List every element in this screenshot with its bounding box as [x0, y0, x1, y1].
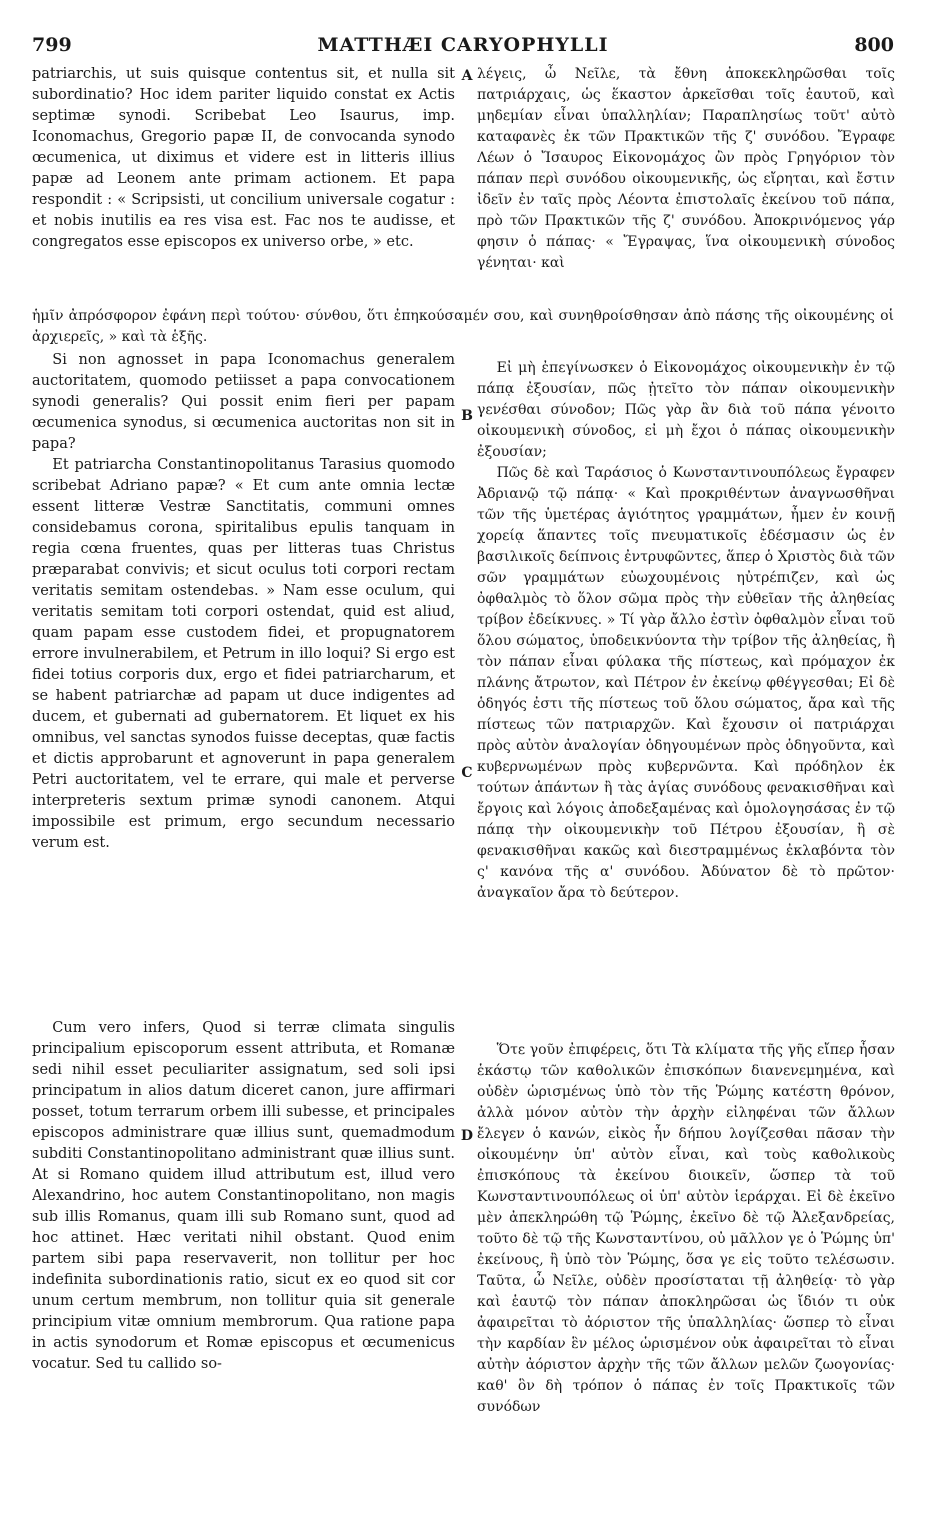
page-number-left: 799 — [32, 34, 72, 56]
page-number-right: 800 — [854, 34, 894, 56]
margin-letter-b: B — [461, 408, 473, 424]
latin-block-1 — [32, 64, 455, 314]
greek-paragraph-4: Ὅτε γοῦν ἐπιφέρεις, ὅτι Τὰ κλίματα τῆς γῆς εἴπερ ἦσαν ἑκάστῳ τῶν καθολικῶν ἐπισκόπων διανενεμημένα, καὶ οὐδὲν ὡρισμένως ὑπὸ τὸν τῆς Ῥώμης κατέστη θρόνον, ἀλλὰ μόνον αὐτὸν τὴν ἀρχὴν εἰληφέναι τῶν ἄλλων ἔλεγεν ὁ κανών, εἰκὸς ἦν δήπου λογίζεσθαι πᾶσαν τὴν οἰκουμένην ὑπ' αὐτὸν εἶναι, καὶ τοὺς καθολικοὺς ἐπισκόπους τὰ ἐκείνου διοικεῖν, ὥσπερ τὰ τοῦ Κωνσταντινουπόλεως οἱ ὑπ' αὐτὸν ἱεράρχαι. Εἰ δὲ ἐκεῖνο μὲν ἀπεκληρώθη τῷ Ῥώμης, ἐκεῖνο δὲ τῷ Ἀλεξανδρείας, τοῦτο δὲ τῷ τῆς Κωνσταντίνου, οὐ μᾶλλον γε ὁ Ῥώμης ὑπ' ἐκείνους, ἢ ὑπὸ τὸν Ῥώμης, ὅσα γε εἰς τοῦτο τελέσωσιν. Ταῦτα, ὦ Νεῖλε, οὐδὲν προσίσταται τῇ ἀληθείᾳ· τὸ γὰρ καὶ ἑαυτῷ τὸν πάπαν ἀποκληρῶσαι ὡς ἴδιόν τι οὐκ ἀφαιρεῖται τὸ ἀόριστον τῆς ὑπαλληλίας· ὥσπερ τὸ εἶναι τὴν καρδίαν ἓν μέλος ὡρισμένον οὐκ ἀφαιρεῖται τὸ εἶναι αὐτὴν ἀόριστον ἀρχὴν τῆς τῶν ἄλλων μελῶν ζωογονίας· καθ' ὃν δὴ τρόπον ὁ πάπας ἐν τοῖς Πρακτικοῖς τῶν συνόδων — [477, 1042, 895, 1415]
greek-block-2 — [477, 350, 895, 1038]
latin-paragraph-1: patriarchis, ut suis quisque contentus sit, et nulla sit subordinatio? Hoc idem pariter liquido constat ex Actis septimæ synodi. Scribebat Leo Isaurus, imp. Iconomachus, Gregorio papæ II, de convocanda synodo œcumenica, ut diximus et videre est in litteris illius papæ ad Leonem ante primam actionem. Et papa respondit : « Scripsisti, ut concilium universale cogatur : et nobis inutilis ea res visa est. Fac nos te audisse, et congregatos esse episcopos ex universo orbe, » etc. — [32, 66, 455, 250]
margin-letter-c: C — [461, 765, 473, 781]
latin-paragraph-3: Et patriarcha Constantinopolitanus Tarasius quomodo scribebat Adriano papæ? « Et cum ante omnia lectæ essent litteræ Vestræ Sanctitatis, communi omnes considebamus corona, spiritalibus epulis tanquam in regia cœna fruentes, quas per litteras tuas Christus præparabat convivis; et sicut oculus toti corpori rectam veritatis semitam ostendebas. » Nam esse oculum, qui veritatis semitam toti corpori ostendat, quid est aliud, quam papam esse custodem fidei, et propugnatorem errore invulnerabilem, et Petrum in illo loqui? Si ergo est fidei totius corporis dux, ergo et fidei patriarcharum, et se habent patriarchæ ad papam ut duce indigentes ad ducem, et gubernati ad gubernatorem. Et liquet ex his omnibus, vel sanctas synodos fuisse deceptas, quæ factis et dictis approbarunt et agnoverunt in papa generalem Petri auctoritatem, vel te errare, qui male et perverse interpreteris sextum primæ synodi canonem. Atqui impossibile est primum, ergo secundum necessario verum est. — [32, 457, 455, 851]
latin-paragraph-2: Si non agnosset in papa Iconomachus generalem auctoritatem, quomodo petiisset a papa convocationem synodi generalis? Qui possit enim fieri per papam œcumenica synodus, si œcumenica auctoritas non sit in papa? — [32, 352, 455, 452]
running-header — [32, 34, 894, 60]
latin-block-3 — [32, 1018, 455, 1528]
margin-letter-d: D — [460, 1128, 474, 1144]
latin-block-2 — [32, 350, 455, 970]
running-title: MATTHÆI CARYOPHYLLI — [317, 34, 609, 56]
greek-wide-block — [32, 306, 894, 350]
margin-letter-a: A — [461, 68, 473, 84]
greek-block-1 — [477, 64, 895, 314]
greek-paragraph-2: Εἰ μὴ ἐπεγίνωσκεν ὁ Εἰκονομάχος οἰκουμενικὴν ἐν τῷ πάπᾳ ἐξουσίαν, πῶς ᾐτεῖτο τὸν πάπαν οἰκουμενικὴν γενέσθαι σύνοδον; Πῶς γὰρ ἂν διὰ τοῦ πάπα γένοιτο οἰκουμενικὴ σύνοδος, εἰ μὴ ἔχοι ὁ πάπας οἰκουμενικὴν ἐξουσίαν; — [477, 360, 895, 460]
greek-block-3 — [477, 1040, 895, 1528]
greek-wide-paragraph: ἡμῖν ἀπρόσφορον ἐφάνη περὶ τούτου· σύνθου, ὅτι ἐπηκούσαμέν σου, καὶ συνηθροίσθησαν ἀπὸ πάσης τῆς οἰκουμένης οἱ ἀρχιερεῖς, » καὶ τὰ ἑξῆς. — [32, 308, 894, 345]
latin-paragraph-4: Cum vero infers, Quod si terræ climata singulis principalium episcoporum essent attributa, et Romanæ sedi nihil esset peculiariter assignatum, sed soli ipsi principatum in alios datum diceret canon, jure affirmari posset, totum terrarum orbem illi subesse, et principales episcopos administrare quæ illius sunt, quemadmodum subditi Constantinopolitano administrant quæ illius sunt. At si Romano quidem illud attributum est, illud vero Alexandrino, hoc autem Constantinopolitano, non magis sub illis Romanus, quam illi sub Romano sunt, quod ad hoc attinet. Hæc veritati nihil obstant. Quod enim partem sibi papa reservaverit, non tollitur per hoc indefinita subordinationis ratio, sicut ex eo quod sit cor unum certum membrum, non tollitur quia sit generale principium vitæ omnium membrorum. Qua ratione papa in actis synodorum et Romæ episcopus et œcumenicus vocatur. Sed tu callido so- — [32, 1020, 455, 1372]
greek-paragraph-3: Πῶς δὲ καὶ Ταράσιος ὁ Κωνσταντινουπόλεως ἔγραφεν Ἀδριανῷ τῷ πάπᾳ· « Καὶ προκριθέντων ἀναγνωσθῆναι τῶν τῆς ὑμετέρας ἁγιότητος γραμμάτων, ἦμεν ἐν κοινῇ χορείᾳ ἅπαντες τοῖς πνευματικοῖς ἐδέσμασιν ὡς ἐν βασιλικοῖς δείπνοις ἐντρυφῶντες, ἅπερ ὁ Χριστὸς διὰ τῶν σῶν γραμμάτων εὐωχουμένοις ηὐτρέπιζεν, καὶ ὡς ὀφθαλμὸς τὸ ὅλον σῶμα πρὸς τὴν εὐθεῖαν τῆς ἀληθείας τρίβον ἐδείκνυες. » Τί γὰρ ἄλλο ἐστὶν ὀφθαλμὸν εἶναι τοῦ ὅλου σώματος, ὑποδεικνύοντα τὴν τρίβον τῆς ἀληθείας, ἢ τὸν πάπαν εἶναι φύλακα τῆς πίστεως, καὶ πρόμαχον ἐκ πλάνης ἄτρωτον, καὶ Πέτρον ἐν ἐκείνῳ φθέγγεσθαι; Εἰ δὲ ὁδηγός ἐστι τῆς πίστεως τοῦ ὅλου σώματος, ἄρα καὶ τῆς πίστεως τῶν πατριαρχῶν. Καὶ ἔχουσιν οἱ πατριάρχαι πρὸς αὐτὸν ἀναλογίαν ὁδηγουμένων πρὸς ὁδηγοῦντα, καὶ κυβερνωμένων πρὸς κυβερνῶντα. Καὶ πρόδηλον ἐκ τούτων ἁπάντων ἢ τὰς ἁγίας συνόδους φενακισθῆναι καὶ ἔργοις καὶ λόγοις ἀποδεξαμένας καὶ ὁμολογησάσας ἐν τῷ πάπᾳ τὴν οἰκουμενικὴν τοῦ Πέτρου ἐξουσίαν, ἢ σὲ φενακισθῆναι κακῶς καὶ διεστραμμένως ἐκλαβόντα τὸν ς' κανόνα τῆς α' συνόδου. Ἀδύνατον δὲ τὸ πρῶτον· ἀναγκαῖον ἄρα τὸ δεύτερον. — [477, 465, 895, 901]
greek-paragraph-1: λέγεις, ὦ Νεῖλε, τὰ ἔθνη ἀποκεκληρῶσθαι τοῖς πατριάρχαις, ὡς ἕκαστον ἀρκεῖσθαι τοῖς ἑαυτοῦ, καὶ μηδεμίαν εἶναι ὑπαλληλίαν; Παραπλησίως τοῦτ' αὐτὸ καταφανὲς ἐκ τῶν Πρακτικῶν τῆς ζ' συνόδου. Ἔγραφε Λέων ὁ Ἴσαυρος Εἰκονομάχος ὢν πρὸς Γρηγόριον τὸν πάπαν περὶ συνόδου οἰκουμενικῆς, ὡς εἴρηται, καὶ ἔστιν ἰδεῖν ἐν ταῖς πρὸς Λέοντα ἐπιστολαῖς ἐκείνου τοῦ πάπα, πρὸ τῶν Πρακτικῶν τῆς ζ' συνόδου. Ἀποκρινόμενος γάρ φησιν ὁ πάπας· « Ἔγραψας, ἵνα οἰκουμενικὴ σύνοδος γένηται· καὶ — [477, 66, 895, 271]
